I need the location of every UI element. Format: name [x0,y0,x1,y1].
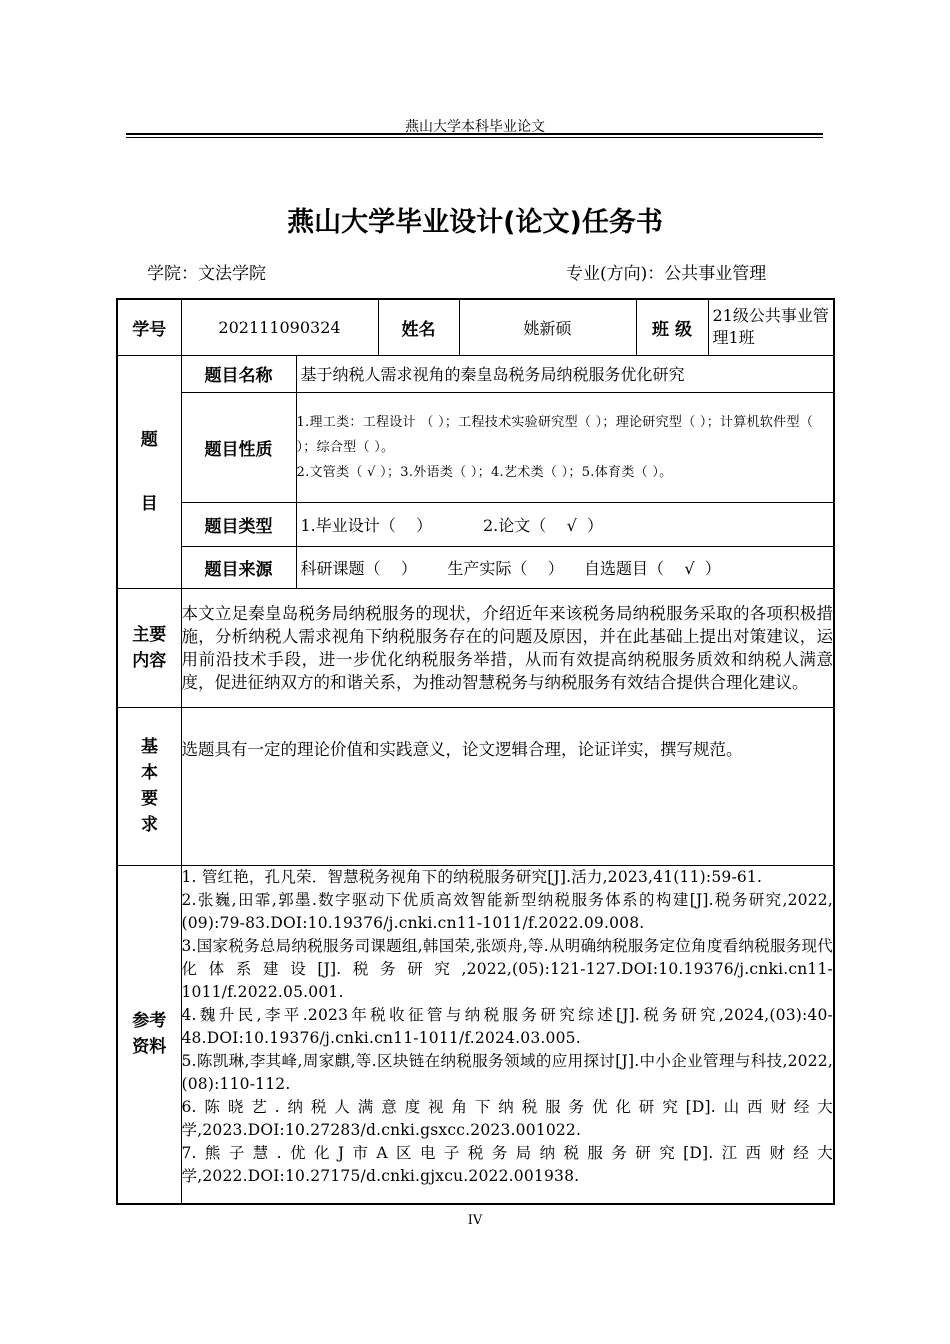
major-field: 专业(方向)：公共事业管理 [566,264,767,284]
student-name-label: 姓名 [378,299,459,355]
references-list [181,865,834,1204]
topic-nature-line-2: 2.文管类（ √ ）；3.外语类（ ）；4.艺术类（ ）；5.体育类（ ）。 [296,464,673,480]
topic-nature-line-1: 1.理工类：工程设计 （ ）；工程技术实验研究型（ ）；理论研究型（ ）；计算机软件型（ ）；综合型（ ）。 [296,414,814,455]
header-rule-thin [126,137,823,138]
task-table [116,298,835,1205]
class-value: 21级公共事业管理1班 [708,299,834,355]
topic-section-label [117,355,181,588]
topic-source-label: 题目来源 [181,546,296,588]
class-label: 班 级 [636,299,708,355]
topic-label-char-2: 目 [140,493,158,514]
reference-item: 7.熊子慧.优化J市A区电子税务局纳税服务研究[D].江西财经大学,2022.DOI:10.27175/d.cnki.gjxcu.2022.001938. [181,1143,833,1185]
content-label: 主要内容 [117,588,181,707]
requirements-label: 基本要求 [117,707,181,865]
references-label: 参考资料 [117,865,181,1204]
header-rule-thick [126,133,823,135]
reference-item: 2.张巍,田霏,郭墨.数字驱动下优质高效智能新型纳税服务体系的构建[J].税务研究,2022,(09):79-83.DOI:10.19376/j.cnki.cn11-1011/f.2022.09.008. [181,890,833,932]
topic-name-value: 基于纳税人需求视角的秦皇岛税务局纳税服务优化研究 [296,355,834,392]
topic-type-label: 题目类型 [181,502,296,546]
topic-nature-label: 题目性质 [181,392,296,502]
running-header: 燕山大学本科毕业论文 [405,119,545,135]
reference-item: 5.陈凯琳,李其峰,周家麒,等.区块链在纳税服务领域的应用探讨[J].中小企业管理与科技,2022,(08):110-112. [181,1051,833,1093]
reference-item: 4.魏升民,李平.2023年税收征管与纳税服务研究综述[J].税务研究,2024,(03):40-48.DOI:10.19376/j.cnki.cn11-1011/f.2024.03.005. [181,1005,833,1047]
document-title: 燕山大学毕业设计(论文)任务书 [287,207,663,238]
topic-name-label: 题目名称 [181,355,296,392]
page-number: IV [467,1213,483,1228]
topic-type-value: 1.毕业设计（ ） 2.论文（ √ ） [296,502,834,546]
student-id-label: 学号 [117,299,181,355]
topic-source-value: 科研课题（ ） 生产实际（ ） 自选题目（ √ ） [296,546,834,588]
reference-item: 6.陈晓艺.纳税人满意度视角下纳税服务优化研究[D].山西财经大学,2023.DOI:10.27283/d.cnki.gsxcc.2023.001022. [181,1097,833,1139]
reference-item: 1. 管红艳，孔凡荣．智慧税务视角下的纳税服务研究[J].活力,2023,41(11):59-61. [181,867,763,886]
student-id-value: 202111090324 [181,299,378,355]
topic-label-char-1: 题 [140,429,158,450]
requirements-text: 选题具有一定的理论价值和实践意义，论文逻辑合理，论证详实，撰写规范。 [181,707,834,865]
reference-item: 3.国家税务总局纳税服务司课题组,韩国荣,张颂舟,等.从明确纳税服务定位角度看纳税服务现代化体系建设[J].税务研究,2022,(05):121-127.DOI:10.19376/j.cnki.cn11-1011/f.2022.05.001. [181,936,833,1001]
college-field: 学院：文法学院 [147,264,266,284]
content-text: 本文立足秦皇岛税务局纳税服务的现状，介绍近年来该税务局纳税服务采取的各项积极措施，分析纳税人需求视角下纳税服务存在的问题及原因，并在此基础上提出对策建议，运用前沿技术手段，进一步优化纳税服务举措，从而有效提高纳税服务质效和纳税人满意度，促进征纳双方的和谐关系，为推动智慧税务与纳税服务有效结合提供合理化建议。 [181,588,834,707]
student-name-value: 姚新硕 [459,299,636,355]
topic-nature-value [296,392,834,502]
